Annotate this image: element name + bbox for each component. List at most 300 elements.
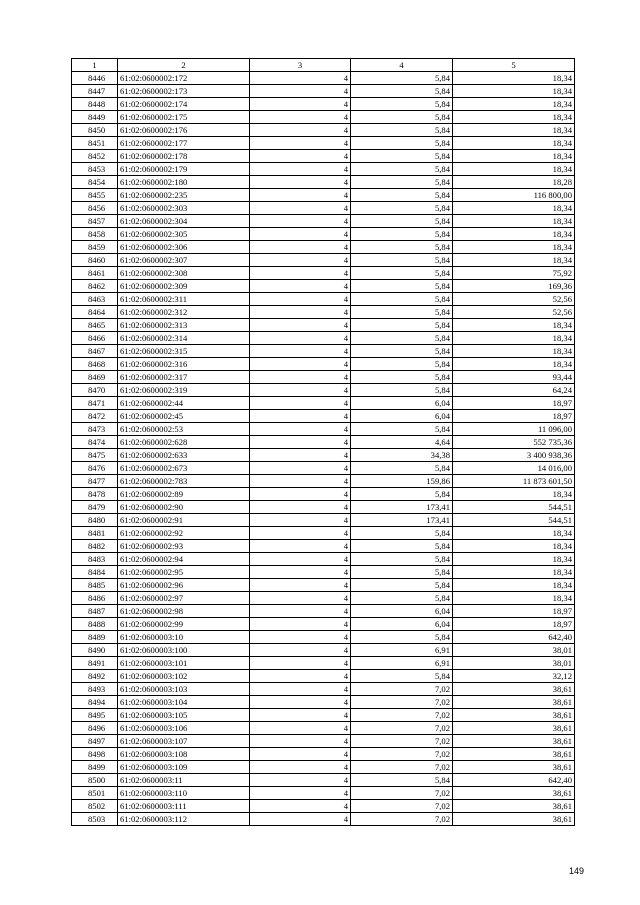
cell-cadastral-number: 61:02:0600002:176 xyxy=(118,124,250,137)
cell-value: 18,34 xyxy=(453,488,575,501)
cell-value: 18,97 xyxy=(453,618,575,631)
cell-value: 18,34 xyxy=(453,592,575,605)
table-row xyxy=(72,332,575,345)
cell-rate: 5,84 xyxy=(351,527,453,540)
cell-category: 4 xyxy=(250,813,351,826)
cell-value: 544,51 xyxy=(453,514,575,527)
cell-rate: 34,38 xyxy=(351,449,453,462)
cell-cadastral-number: 61:02:0600002:304 xyxy=(118,215,250,228)
cell-cadastral-number: 61:02:0600002:309 xyxy=(118,280,250,293)
cell-cadastral-number: 61:02:0600003:106 xyxy=(118,722,250,735)
cell-category: 4 xyxy=(250,774,351,787)
cell-rate: 5,84 xyxy=(351,215,453,228)
cell-category: 4 xyxy=(250,280,351,293)
cell-category: 4 xyxy=(250,709,351,722)
cell-cadastral-number: 61:02:0600002:94 xyxy=(118,553,250,566)
cell-value: 32,12 xyxy=(453,670,575,683)
cell-category: 4 xyxy=(250,254,351,267)
table-row xyxy=(72,748,575,761)
cell-cadastral-number: 61:02:0600002:174 xyxy=(118,98,250,111)
cell-row-number: 8488 xyxy=(72,618,118,631)
cell-rate: 5,84 xyxy=(351,176,453,189)
cell-row-number: 8470 xyxy=(72,384,118,397)
cell-value: 18,34 xyxy=(453,111,575,124)
table-row xyxy=(72,800,575,813)
cell-row-number: 8481 xyxy=(72,527,118,540)
cell-value: 18,34 xyxy=(453,124,575,137)
cell-rate: 7,02 xyxy=(351,683,453,696)
cell-value: 11 096,00 xyxy=(453,423,575,436)
cell-cadastral-number: 61:02:0600002:44 xyxy=(118,397,250,410)
cell-row-number: 8454 xyxy=(72,176,118,189)
table-row xyxy=(72,579,575,592)
cell-row-number: 8485 xyxy=(72,579,118,592)
table-row xyxy=(72,813,575,826)
table-row xyxy=(72,631,575,644)
cell-row-number: 8469 xyxy=(72,371,118,384)
cell-cadastral-number: 61:02:0600003:110 xyxy=(118,787,250,800)
cell-rate: 4,64 xyxy=(351,436,453,449)
cell-row-number: 8453 xyxy=(72,163,118,176)
table-row xyxy=(72,722,575,735)
cell-rate: 7,02 xyxy=(351,813,453,826)
cell-row-number: 8503 xyxy=(72,813,118,826)
cell-row-number: 8476 xyxy=(72,462,118,475)
cell-cadastral-number: 61:02:0600002:305 xyxy=(118,228,250,241)
table-row xyxy=(72,293,575,306)
table-row xyxy=(72,462,575,475)
cell-rate: 5,84 xyxy=(351,267,453,280)
cell-cadastral-number: 61:02:0600002:306 xyxy=(118,241,250,254)
cell-row-number: 8480 xyxy=(72,514,118,527)
cell-rate: 5,84 xyxy=(351,306,453,319)
table-row xyxy=(72,774,575,787)
cell-value: 38,61 xyxy=(453,696,575,709)
cell-value: 38,61 xyxy=(453,800,575,813)
table-row xyxy=(72,241,575,254)
cell-row-number: 8484 xyxy=(72,566,118,579)
table-row xyxy=(72,709,575,722)
cell-rate: 7,02 xyxy=(351,735,453,748)
cell-cadastral-number: 61:02:0600003:102 xyxy=(118,670,250,683)
cell-cadastral-number: 61:02:0600003:105 xyxy=(118,709,250,722)
cell-category: 4 xyxy=(250,345,351,358)
cell-cadastral-number: 61:02:0600003:101 xyxy=(118,657,250,670)
cell-category: 4 xyxy=(250,215,351,228)
cell-value: 18,34 xyxy=(453,566,575,579)
cell-cadastral-number: 61:02:0600002:95 xyxy=(118,566,250,579)
cell-rate: 7,02 xyxy=(351,696,453,709)
cell-row-number: 8464 xyxy=(72,306,118,319)
cell-category: 4 xyxy=(250,410,351,423)
cell-row-number: 8462 xyxy=(72,280,118,293)
cell-category: 4 xyxy=(250,267,351,280)
cell-rate: 5,84 xyxy=(351,384,453,397)
cell-value: 52,56 xyxy=(453,306,575,319)
table-row xyxy=(72,618,575,631)
cell-row-number: 8456 xyxy=(72,202,118,215)
cell-cadastral-number: 61:02:0600003:104 xyxy=(118,696,250,709)
cell-value: 38,01 xyxy=(453,644,575,657)
cell-value: 18,28 xyxy=(453,176,575,189)
cell-category: 4 xyxy=(250,371,351,384)
table-row xyxy=(72,137,575,150)
cell-row-number: 8448 xyxy=(72,98,118,111)
cell-value: 38,61 xyxy=(453,813,575,826)
table-row xyxy=(72,189,575,202)
cell-rate: 5,84 xyxy=(351,124,453,137)
cell-row-number: 8477 xyxy=(72,475,118,488)
cell-row-number: 8457 xyxy=(72,215,118,228)
table-row xyxy=(72,540,575,553)
cell-value: 18,34 xyxy=(453,98,575,111)
cell-rate: 6,04 xyxy=(351,605,453,618)
cell-rate: 6,91 xyxy=(351,657,453,670)
cell-category: 4 xyxy=(250,657,351,670)
cell-row-number: 8472 xyxy=(72,410,118,423)
cell-value: 75,92 xyxy=(453,267,575,280)
cell-row-number: 8497 xyxy=(72,735,118,748)
cell-rate: 6,04 xyxy=(351,397,453,410)
cell-cadastral-number: 61:02:0600003:103 xyxy=(118,683,250,696)
cell-row-number: 8468 xyxy=(72,358,118,371)
table-row xyxy=(72,85,575,98)
cell-rate: 173,41 xyxy=(351,501,453,514)
cell-category: 4 xyxy=(250,761,351,774)
table-row xyxy=(72,306,575,319)
cell-row-number: 8494 xyxy=(72,696,118,709)
cell-value: 3 400 938,36 xyxy=(453,449,575,462)
cell-rate: 5,84 xyxy=(351,566,453,579)
table-row xyxy=(72,176,575,189)
cell-cadastral-number: 61:02:0600002:314 xyxy=(118,332,250,345)
cell-cadastral-number: 61:02:0600002:89 xyxy=(118,488,250,501)
cell-rate: 173,41 xyxy=(351,514,453,527)
cell-value: 38,61 xyxy=(453,735,575,748)
table-row xyxy=(72,215,575,228)
cell-category: 4 xyxy=(250,644,351,657)
cell-category: 4 xyxy=(250,579,351,592)
cell-row-number: 8495 xyxy=(72,709,118,722)
cell-rate: 5,84 xyxy=(351,579,453,592)
cell-value: 38,61 xyxy=(453,748,575,761)
cell-value: 18,34 xyxy=(453,345,575,358)
cell-category: 4 xyxy=(250,462,351,475)
cell-cadastral-number: 61:02:0600002:235 xyxy=(118,189,250,202)
cell-row-number: 8483 xyxy=(72,553,118,566)
cell-row-number: 8475 xyxy=(72,449,118,462)
cell-row-number: 8446 xyxy=(72,72,118,85)
cell-rate: 5,84 xyxy=(351,98,453,111)
cell-row-number: 8492 xyxy=(72,670,118,683)
cell-cadastral-number: 61:02:0600003:111 xyxy=(118,800,250,813)
cell-category: 4 xyxy=(250,618,351,631)
cell-cadastral-number: 61:02:0600002:92 xyxy=(118,527,250,540)
cell-category: 4 xyxy=(250,696,351,709)
cell-rate: 7,02 xyxy=(351,800,453,813)
cell-cadastral-number: 61:02:0600002:93 xyxy=(118,540,250,553)
cell-category: 4 xyxy=(250,111,351,124)
cell-rate: 5,84 xyxy=(351,358,453,371)
cell-cadastral-number: 61:02:0600002:319 xyxy=(118,384,250,397)
cell-value: 18,34 xyxy=(453,228,575,241)
cell-category: 4 xyxy=(250,137,351,150)
table-row xyxy=(72,358,575,371)
cell-category: 4 xyxy=(250,397,351,410)
table-row xyxy=(72,254,575,267)
table-row xyxy=(72,397,575,410)
cell-category: 4 xyxy=(250,436,351,449)
cell-rate: 5,84 xyxy=(351,631,453,644)
cell-rate: 5,84 xyxy=(351,189,453,202)
table-row xyxy=(72,644,575,657)
cell-row-number: 8500 xyxy=(72,774,118,787)
table-row xyxy=(72,449,575,462)
cell-row-number: 8501 xyxy=(72,787,118,800)
cell-cadastral-number: 61:02:0600003:107 xyxy=(118,735,250,748)
table-row xyxy=(72,423,575,436)
cell-row-number: 8498 xyxy=(72,748,118,761)
cell-category: 4 xyxy=(250,423,351,436)
cell-cadastral-number: 61:02:0600003:108 xyxy=(118,748,250,761)
cell-row-number: 8467 xyxy=(72,345,118,358)
cell-rate: 5,84 xyxy=(351,137,453,150)
cell-value: 18,34 xyxy=(453,241,575,254)
cell-rate: 5,84 xyxy=(351,228,453,241)
table-row xyxy=(72,670,575,683)
table-row xyxy=(72,345,575,358)
table-row xyxy=(72,410,575,423)
cell-rate: 5,84 xyxy=(351,72,453,85)
cell-category: 4 xyxy=(250,787,351,800)
cell-category: 4 xyxy=(250,241,351,254)
cell-row-number: 8479 xyxy=(72,501,118,514)
table-row xyxy=(72,150,575,163)
cell-rate: 5,84 xyxy=(351,540,453,553)
cell-cadastral-number: 61:02:0600002:317 xyxy=(118,371,250,384)
table-row xyxy=(72,124,575,137)
cell-cadastral-number: 61:02:0600002:53 xyxy=(118,423,250,436)
cell-cadastral-number: 61:02:0600002:308 xyxy=(118,267,250,280)
cell-value: 93,44 xyxy=(453,371,575,384)
cell-rate: 5,84 xyxy=(351,280,453,293)
cell-category: 4 xyxy=(250,358,351,371)
cell-value: 18,34 xyxy=(453,72,575,85)
cell-row-number: 8463 xyxy=(72,293,118,306)
cell-value: 11 873 601,50 xyxy=(453,475,575,488)
cell-row-number: 8490 xyxy=(72,644,118,657)
cell-category: 4 xyxy=(250,540,351,553)
cell-cadastral-number: 61:02:0600002:307 xyxy=(118,254,250,267)
cell-cadastral-number: 61:02:0600003:109 xyxy=(118,761,250,774)
cell-rate: 5,84 xyxy=(351,163,453,176)
cell-row-number: 8502 xyxy=(72,800,118,813)
cell-rate: 159,86 xyxy=(351,475,453,488)
table-row xyxy=(72,501,575,514)
cell-category: 4 xyxy=(250,527,351,540)
cell-category: 4 xyxy=(250,384,351,397)
cell-row-number: 8491 xyxy=(72,657,118,670)
table-row xyxy=(72,514,575,527)
cell-category: 4 xyxy=(250,566,351,579)
cell-category: 4 xyxy=(250,592,351,605)
cell-value: 18,34 xyxy=(453,319,575,332)
cell-value: 552 735,36 xyxy=(453,436,575,449)
cell-category: 4 xyxy=(250,488,351,501)
table-row xyxy=(72,384,575,397)
table-row xyxy=(72,735,575,748)
cell-category: 4 xyxy=(250,670,351,683)
cell-rate: 5,84 xyxy=(351,150,453,163)
cell-cadastral-number: 61:02:0600002:90 xyxy=(118,501,250,514)
cell-rate: 5,84 xyxy=(351,462,453,475)
table-row xyxy=(72,488,575,501)
cell-value: 18,34 xyxy=(453,150,575,163)
cell-category: 4 xyxy=(250,605,351,618)
cell-category: 4 xyxy=(250,553,351,566)
cell-cadastral-number: 61:02:0600002:783 xyxy=(118,475,250,488)
cell-category: 4 xyxy=(250,514,351,527)
cell-row-number: 8459 xyxy=(72,241,118,254)
header-row xyxy=(72,59,575,72)
cell-value: 169,36 xyxy=(453,280,575,293)
cell-category: 4 xyxy=(250,748,351,761)
cell-value: 52,56 xyxy=(453,293,575,306)
table-row xyxy=(72,202,575,215)
data-table xyxy=(71,58,575,826)
cell-rate: 6,91 xyxy=(351,644,453,657)
cell-category: 4 xyxy=(250,475,351,488)
cell-rate: 5,84 xyxy=(351,293,453,306)
cell-rate: 5,84 xyxy=(351,670,453,683)
table-row xyxy=(72,761,575,774)
cell-value: 64,24 xyxy=(453,384,575,397)
cell-row-number: 8466 xyxy=(72,332,118,345)
table-row xyxy=(72,592,575,605)
cell-row-number: 8499 xyxy=(72,761,118,774)
cell-value: 116 800,00 xyxy=(453,189,575,202)
cell-category: 4 xyxy=(250,202,351,215)
cell-cadastral-number: 61:02:0600002:98 xyxy=(118,605,250,618)
cell-rate: 5,84 xyxy=(351,85,453,98)
cell-row-number: 8447 xyxy=(72,85,118,98)
cell-rate: 5,84 xyxy=(351,111,453,124)
table-row xyxy=(72,605,575,618)
cell-value: 18,97 xyxy=(453,397,575,410)
cell-value: 18,34 xyxy=(453,332,575,345)
cell-cadastral-number: 61:02:0600002:633 xyxy=(118,449,250,462)
table-row xyxy=(72,98,575,111)
cell-category: 4 xyxy=(250,72,351,85)
header-col-1: 1 xyxy=(72,59,118,72)
cell-value: 18,34 xyxy=(453,540,575,553)
cell-value: 18,97 xyxy=(453,410,575,423)
cell-rate: 7,02 xyxy=(351,748,453,761)
cell-value: 18,34 xyxy=(453,527,575,540)
cell-row-number: 8478 xyxy=(72,488,118,501)
cell-category: 4 xyxy=(250,293,351,306)
cell-value: 14 016,00 xyxy=(453,462,575,475)
cell-row-number: 8489 xyxy=(72,631,118,644)
cell-value: 18,34 xyxy=(453,202,575,215)
table-row xyxy=(72,696,575,709)
cell-value: 544,51 xyxy=(453,501,575,514)
cell-category: 4 xyxy=(250,98,351,111)
cell-category: 4 xyxy=(250,501,351,514)
cell-value: 18,34 xyxy=(453,137,575,150)
cell-row-number: 8465 xyxy=(72,319,118,332)
cell-row-number: 8450 xyxy=(72,124,118,137)
cell-row-number: 8461 xyxy=(72,267,118,280)
cell-row-number: 8452 xyxy=(72,150,118,163)
table-header xyxy=(72,59,575,72)
cell-rate: 6,04 xyxy=(351,618,453,631)
cell-cadastral-number: 61:02:0600002:311 xyxy=(118,293,250,306)
cell-cadastral-number: 61:02:0600002:177 xyxy=(118,137,250,150)
cell-category: 4 xyxy=(250,683,351,696)
cell-cadastral-number: 61:02:0600002:313 xyxy=(118,319,250,332)
cell-rate: 7,02 xyxy=(351,709,453,722)
cell-row-number: 8486 xyxy=(72,592,118,605)
cell-row-number: 8493 xyxy=(72,683,118,696)
cell-category: 4 xyxy=(250,176,351,189)
cell-value: 18,34 xyxy=(453,163,575,176)
cell-cadastral-number: 61:02:0600002:179 xyxy=(118,163,250,176)
table-row xyxy=(72,553,575,566)
cell-row-number: 8474 xyxy=(72,436,118,449)
cell-row-number: 8449 xyxy=(72,111,118,124)
cell-rate: 5,84 xyxy=(351,488,453,501)
cell-rate: 5,84 xyxy=(351,241,453,254)
table-row xyxy=(72,267,575,280)
cell-cadastral-number: 61:02:0600002:45 xyxy=(118,410,250,423)
table-row xyxy=(72,72,575,85)
cell-cadastral-number: 61:02:0600002:173 xyxy=(118,85,250,98)
cell-cadastral-number: 61:02:0600003:112 xyxy=(118,813,250,826)
page-number: 149 xyxy=(568,866,584,876)
cell-rate: 5,84 xyxy=(351,592,453,605)
cell-row-number: 8473 xyxy=(72,423,118,436)
cell-value: 38,61 xyxy=(453,709,575,722)
cell-cadastral-number: 61:02:0600002:315 xyxy=(118,345,250,358)
cell-cadastral-number: 61:02:0600002:180 xyxy=(118,176,250,189)
cell-category: 4 xyxy=(250,189,351,202)
cell-rate: 7,02 xyxy=(351,722,453,735)
cell-value: 18,97 xyxy=(453,605,575,618)
table-row xyxy=(72,787,575,800)
cell-cadastral-number: 61:02:0600002:99 xyxy=(118,618,250,631)
table-row xyxy=(72,475,575,488)
header-col-3: 3 xyxy=(250,59,351,72)
cell-rate: 5,84 xyxy=(351,332,453,345)
cell-row-number: 8496 xyxy=(72,722,118,735)
cell-value: 642,40 xyxy=(453,774,575,787)
cell-category: 4 xyxy=(250,85,351,98)
cell-rate: 6,04 xyxy=(351,410,453,423)
table-row xyxy=(72,566,575,579)
cell-category: 4 xyxy=(250,800,351,813)
cell-value: 38,61 xyxy=(453,787,575,800)
table-row xyxy=(72,111,575,124)
cell-cadastral-number: 61:02:0600002:628 xyxy=(118,436,250,449)
cell-cadastral-number: 61:02:0600002:175 xyxy=(118,111,250,124)
cell-value: 38,61 xyxy=(453,683,575,696)
cell-category: 4 xyxy=(250,332,351,345)
table-row xyxy=(72,228,575,241)
cell-category: 4 xyxy=(250,228,351,241)
cell-rate: 5,84 xyxy=(351,553,453,566)
cell-cadastral-number: 61:02:0600002:97 xyxy=(118,592,250,605)
